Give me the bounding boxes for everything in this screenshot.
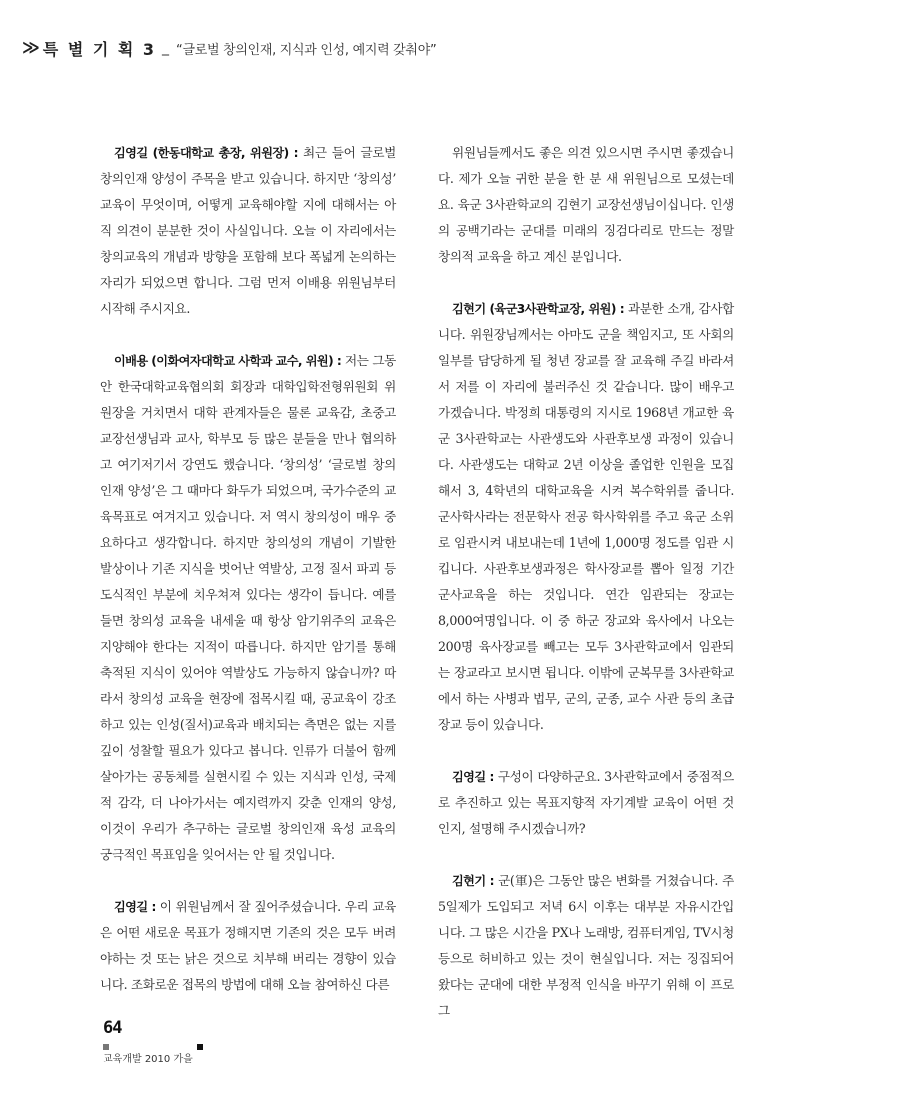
page-number: 64 [103,1018,122,1038]
dialogue-paragraph [438,296,734,738]
speaker-label: 김현기 (육군3사관학교장, 위원) : [452,302,624,316]
dialogue-paragraph [100,348,396,868]
paragraph-text: 과분한 소개, 감사합니다. 위원장님께서는 아마도 군을 책임지고, 또 사회의 일부를 담당하게 될 청년 장교를 잘 교육해 주길 바라셔서 저를 이 자리에 불러주신 것 같습니다. 많이 배우고 가겠습니다. 박정희 대통령의 지시로 1968년 개교한 육군 3사관학교는 사관생도와 사관후보생 과정이 있습니다. 사관생도는 대학교 2년 이상을 졸업한 인원을 모집해서 3, 4학년의 대학교육을 시켜 복수학위를 줍니다. 군사학사라는 전문학사 전공 학사학위를 주고 육군 소위로 임관시켜 내보내는데 1년에 1,000명 정도를 임관 시킵니다. 사관후보생과정은 학사장교를 뽑아 일정 기간 군사교육을 하는 것입니다. 연간 임관되는 장교는 8,000여명입니다. 이 중 하군 장교와 육사에서 나오는 200명 육사장교를 빼고는 모두 3사관학교에서 임관되는 장교라고 보시면 됩니다. 이밖에 군복무를 3사관학교에서 하는 사병과 법무, 군의, 군종, 교수 사관 등의 초급 장교 등이 있습니다. [438,301,734,732]
paragraph-text: 이 위원님께서 잘 짚어주셨습니다. 우리 교육은 어떤 새로운 목표가 정해지면 기존의 것은 모두 버려야하는 것 또는 낡은 것으로 치부해 버리는 경향이 있습니다. 조화로운 접목의 방법에 대해 오늘 참여하신 다른 [100,899,396,992]
dialogue-paragraph [438,868,734,1024]
paragraph-text: 구성이 다양하군요. 3사관학교에서 중점적으로 추진하고 있는 목표지향적 자기계발 교육이 어떤 것인지, 설명해 주시겠습니까? [438,769,734,836]
paragraph-text: 저는 그동안 한국대학교육협의회 회장과 대학입학전형위원회 위원장을 거치면서 대학 관계자들은 물론 교육감, 초중고 교장선생님과 교사, 학부모 등 많은 분들을 만나 협의하고 여기저기서 강연도 했습니다. ‘창의성’ ‘글로벌 창의인재 양성’은 그 때마다 화두가 되었으며, 국가수준의 교육목표로 여겨지고 있습니다. 저 역시 창의성이 매우 중요하다고 생각합니다. 하지만 창의성의 개념이 기발한 발상이나 기존 지식을 벗어난 역발상, 고정 질서 파괴 등 도식적인 부분에 치우쳐져 있다는 생각이 듭니다. 예를 들면 창의성 교육을 내세울 때 항상 암기위주의 교육은 지양해야 한다는 지적이 따릅니다. 하지만 암기를 통해 축적된 지식이 있어야 역발상도 가능하지 않습니까? 따라서 창의성 교육을 현장에 접목시킬 때, 공교육이 강조하고 있는 인성(질서)교육과 배치되는 측면은 없는 지를 깊이 성찰할 필요가 있다고 봅니다. 인류가 더불어 함께 살아가는 공동체를 실현시킬 수 있는 지식과 인성, 국제적 감각, 더 나아가서는 예지력까지 갖춘 인재의 양성, 이것이 우리가 추구하는 글로벌 창의인재 육성 교육의 궁극적인 목표임을 잊어서는 안 될 것입니다. [100,353,396,862]
publication-footer [103,1050,203,1065]
left-column [100,140,396,1024]
dialogue-paragraph [100,140,396,322]
article-subtitle: “글로벌 창의인재, 지식과 인성, 예지력 갖춰야” [176,42,437,58]
speaker-label: 이배용 (이화여자대학교 사학과 교수, 위원) : [114,354,342,368]
dialogue-paragraph [100,894,396,998]
paragraph-text: 위원님들께서도 좋은 의견 있으시면 주시면 좋겠습니다. 제가 오늘 귀한 분을 한 분 새 위원님으로 모셨는데요. 육군 3사관학교의 김현기 교장선생님이십니다. 인생의 공백기라는 군대를 미래의 징검다리로 만드는 정말 창의적 교육을 하고 계신 분입니다. [438,145,734,264]
dialogue-paragraph [438,140,734,270]
speaker-label: 김영길 (한동대학교 총장, 위원장) : [114,146,298,160]
paragraph-text: 최근 들어 글로벌 창의인재 양성이 주목을 받고 있습니다. 하지만 ‘창의성’ 교육이 무엇이며, 어떻게 교육해야할 지에 대해서는 아직 의견이 분분한 것이 사실입니다. 오늘 이 자리에서는 창의교육의 개념과 방향을 포함해 보다 폭넓게 논의하는 자리가 되었으면 합니다. 그럼 먼저 이배용 위원님부터 시작해 주시지요. [100,145,396,316]
right-column [438,140,734,1050]
speaker-label: 김현기 : [452,874,494,888]
header-separator: _ [162,40,170,56]
publication-name: 교육개발 2010 가을 [103,1054,193,1065]
speaker-label: 김영길 : [452,770,494,784]
double-chevron-icon: ≫ [22,38,37,58]
running-header [22,36,436,60]
paragraph-text: 군(軍)은 그동안 많은 변화를 거쳤습니다. 주 5일제가 도입되고 저녁 6시 이후는 대부분 자유시간입니다. 그 많은 시간을 PX나 노래방, 컴퓨터게임, TV시청 등으로 허비하고 있는 것이 현실입니다. 저는 징집되어 왔다는 군대에 대한 부정적 인식을 바꾸기 위해 이 프로그 [438,873,735,1018]
footer-end-square-icon [197,1044,203,1050]
speaker-label: 김영길 : [114,900,156,914]
dialogue-paragraph [438,764,734,842]
section-title: 특 별 기 획 3 [42,39,157,59]
